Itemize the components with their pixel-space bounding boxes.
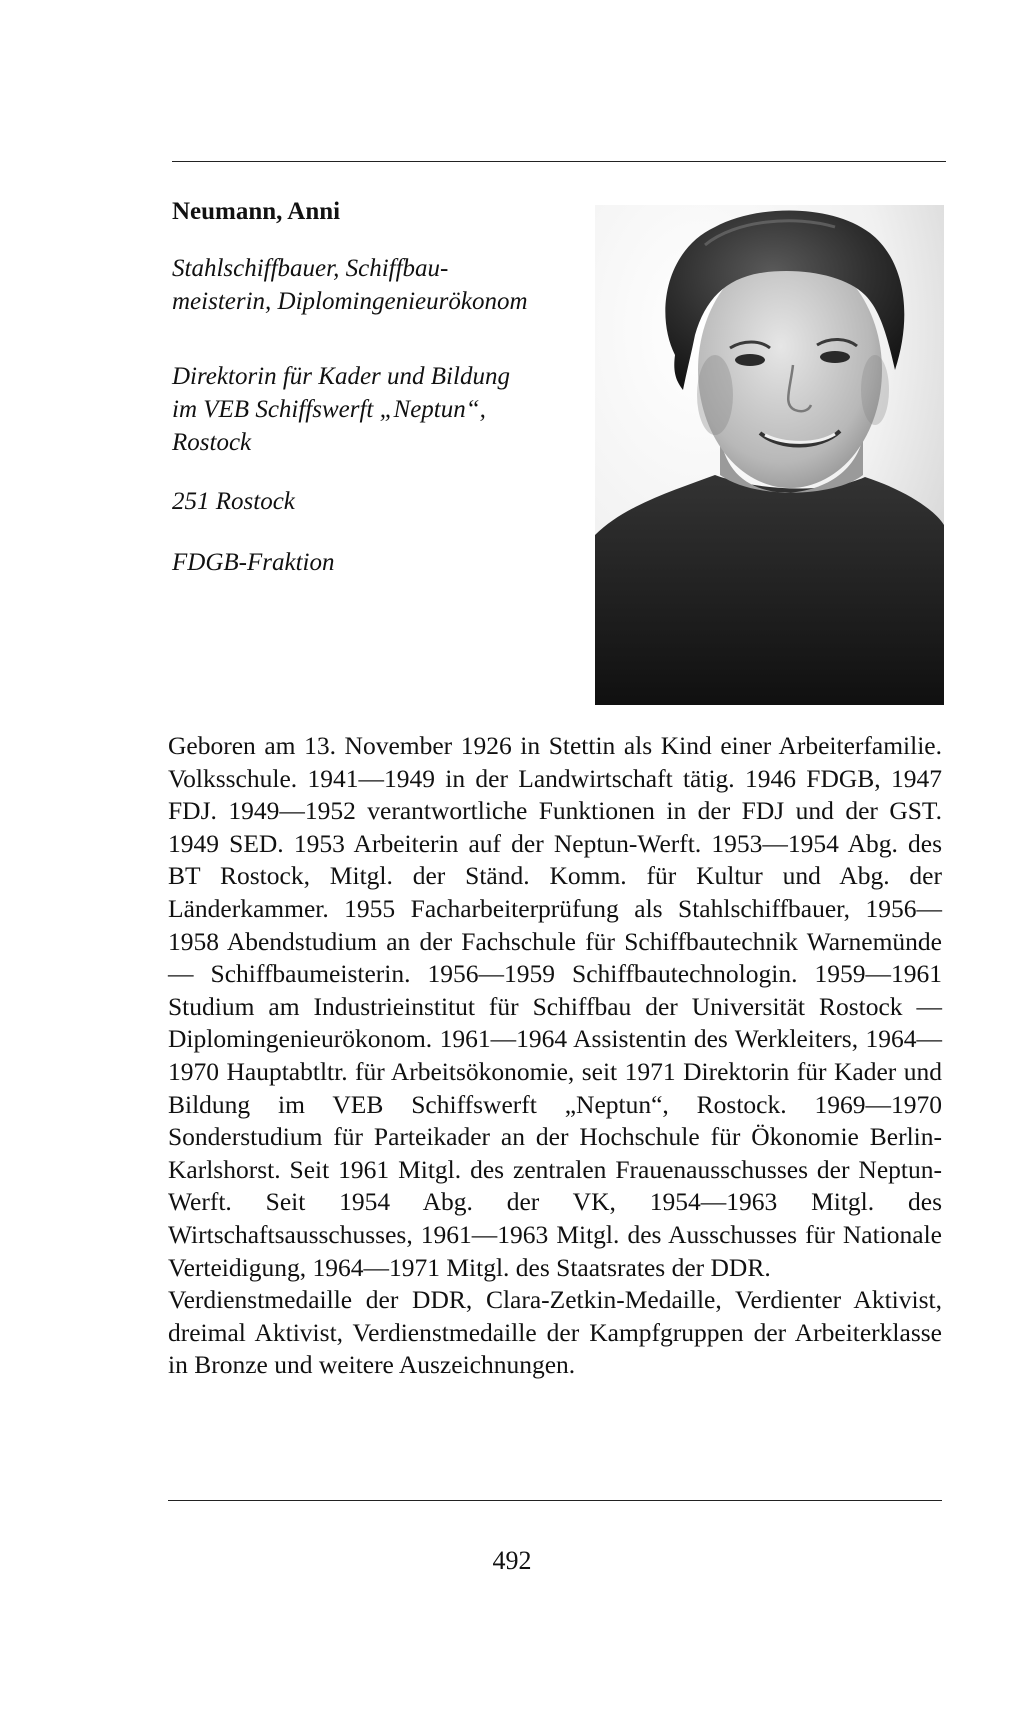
- position: [172, 360, 510, 459]
- occupation-line: meisterin, Diplomingenieurökonom: [172, 288, 528, 315]
- awards-paragraph: Verdienstmedaille der DDR, Clara-Zetkin-Medaille, Verdienter Aktivist, dreimal Aktivist, Verdienstmedaille der Kampfgruppen der Arbeiterklasse in Bronze und weitere Auszeichnungen.: [168, 1285, 942, 1380]
- biography: [168, 730, 942, 1382]
- bottom-rule: [168, 1500, 942, 1501]
- position-line: im VEB Schiffswerft „Neptun“,: [172, 396, 486, 423]
- portrait-photo: [595, 205, 944, 705]
- top-rule: [172, 161, 946, 162]
- page-number: 492: [492, 1546, 532, 1575]
- biography-paragraph: Geboren am 13. November 1926 in Stettin als Kind einer Arbeiterfamilie. Volksschule. 1941—1949 in der Landwirtschaft tätig. 1946 FDGB, 1947 FDJ. 1949—1952 verantwortliche Funktionen in der FDJ und der GST. 1949 SED. 1953 Arbeiterin auf der Neptun-Werft. 1953—1954 Abg. des BT Rostock, Mitgl. der Ständ. Komm. für Kultur und Abg. der Länderkammer. 1955 Facharbeiterprüfung als Stahlschiffbauer, 1956—1958 Abendstudium an der Fachschule für Schiffbautechnik Warnemünde — Schiffbaumeisterin. 1956—1959 Schiffbautechnologin. 1959—1961 Studium am Industrieinstitut für Schiffbau der Universität Rostock — Diplomingenieurökonom. 1961—1964 Assistentin des Werkleiters, 1964—1970 Hauptabtltr. für Arbeitsökonomie, seit 1971 Direktorin für Kader und Bildung im VEB Schiffswerft „Neptun“, Rostock. 1969—1970 Sonderstudium für Parteikader an der Hochschule für Ökonomie Berlin-Karlshorst. Seit 1961 Mitgl. des zentralen Frauenausschusses der Neptun-Werft. Seit 1954 Abg. der VK, 1954—1963 Mitgl. des Wirtschaftsausschusses, 1961—1963 Mitgl. des Ausschusses für Nationale Verteidigung, 1964—1971 Mitgl. des Staatsrates der DDR.: [168, 731, 942, 1282]
- person-name: Neumann, Anni: [172, 198, 341, 225]
- occupation-line: Stahlschiffbauer, Schiffbau-: [172, 255, 449, 282]
- address: 251 Rostock: [172, 488, 295, 515]
- occupation: [172, 252, 528, 318]
- position-line: Rostock: [172, 429, 252, 456]
- position-line: Direktorin für Kader und Bildung: [172, 363, 510, 390]
- faction: FDGB-Fraktion: [172, 549, 335, 576]
